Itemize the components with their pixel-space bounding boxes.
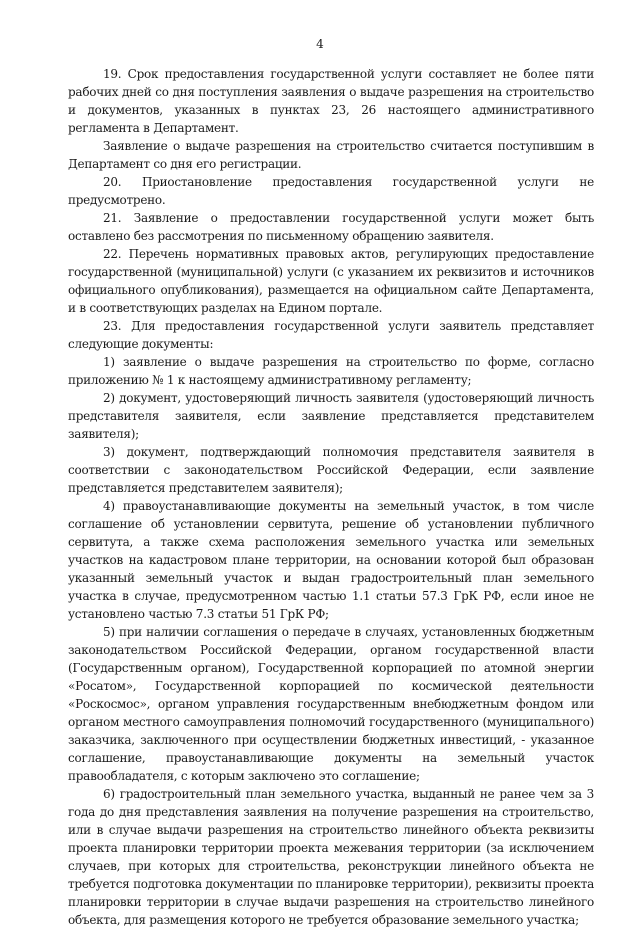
list-item-6: 6) градостроительный план земельного участка, выданный не ранее чем за 3 года до дня представления заявления на получение разрешения на строительство, или в случае выдачи разрешения на строительство линейного объекта реквизиты проекта планировки территории проекта межевания территории (за исключением случаев, при которых для строительства, реконструкции линейного объекта не требуется подготовка документации по планировке территории), реквизиты проекта планировки территории в случае выдачи разрешения на строительство линейного объекта, для размещения которого не требуется образование земельного участка; bbox=[68, 787, 594, 927]
paragraph-20: 20. Приостановление предоставления государственной услуги не предусмотрено. bbox=[68, 175, 594, 207]
list-item-5: 5) при наличии соглашения о передаче в случаях, установленных бюджетным законодательством Российской Федерации, органом государственной власти (Государственным органом), Государственной корпорацией по атомной энергии «Росатом», Государственной корпорацией по космической деятельности «Роскосмос», органом управления государственным внебюджетным фондом или органом местного самоуправления полномочий государственного (муниципального) заказчика, заключенного при осуществлении бюджетных инвестиций, - указанное соглашение, правоустанавливающие документы на земельный участок правообладателя, с которым заключено это соглашение; bbox=[68, 625, 594, 783]
paragraph-21: 21. Заявление о предоставлении государственной услуги может быть оставлено без рассмотрения по письменному обращению заявителя. bbox=[68, 211, 594, 243]
paragraph-19: 19. Срок предоставления государственной услуги составляет не более пяти рабочих дней со дня поступления заявления о выдаче разрешения на строительство и документов, указанных в пунктах 23, 26 настоящего административного регламента в Департамент. bbox=[68, 67, 594, 135]
list-item-3: 3) документ, подтверждающий полномочия представителя заявителя в соответствии с законодательством Российской Федерации, если заявление представляется представителем заявителя); bbox=[68, 445, 594, 495]
page-number: 4 bbox=[316, 37, 324, 51]
list-item-2: 2) документ, удостоверяющий личность заявителя (удостоверяющий личность представителя заявителя, если заявление представляется представителем заявителя); bbox=[68, 391, 594, 441]
paragraph-22: 22. Перечень нормативных правовых актов, регулирующих предоставление государственной (муниципальной) услуги (с указанием их реквизитов и источников официального опубликования), размещается на официальном сайте Департамента, и в соответствующих разделах на Едином портале. bbox=[68, 247, 594, 315]
paragraph-23: 23. Для предоставления государственной услуги заявитель представляет следующие документы: bbox=[68, 319, 594, 351]
list-item-1: 1) заявление о выдаче разрешения на строительство по форме, согласно приложению № 1 к настоящему административному регламенту; bbox=[68, 355, 594, 387]
list-item-4: 4) правоустанавливающие документы на земельный участок, в том числе соглашение об установлении сервитута, решение об установлении публичного сервитута, а также схема расположения земельного участка или земельных участков на кадастровом плане территории, на основании которой был образован указанный земельный участок и выдан градостроительный план земельного участка в случае, предусмотренном частью 1.1 статьи 57.3 ГрК РФ, если иное не установлено частью 7.3 статьи 51 ГрК РФ; bbox=[68, 499, 594, 621]
document-body bbox=[68, 65, 594, 929]
paragraph-19-registration: Заявление о выдаче разрешения на строительство считается поступившим в Департамент со дня его регистрации. bbox=[68, 139, 594, 171]
